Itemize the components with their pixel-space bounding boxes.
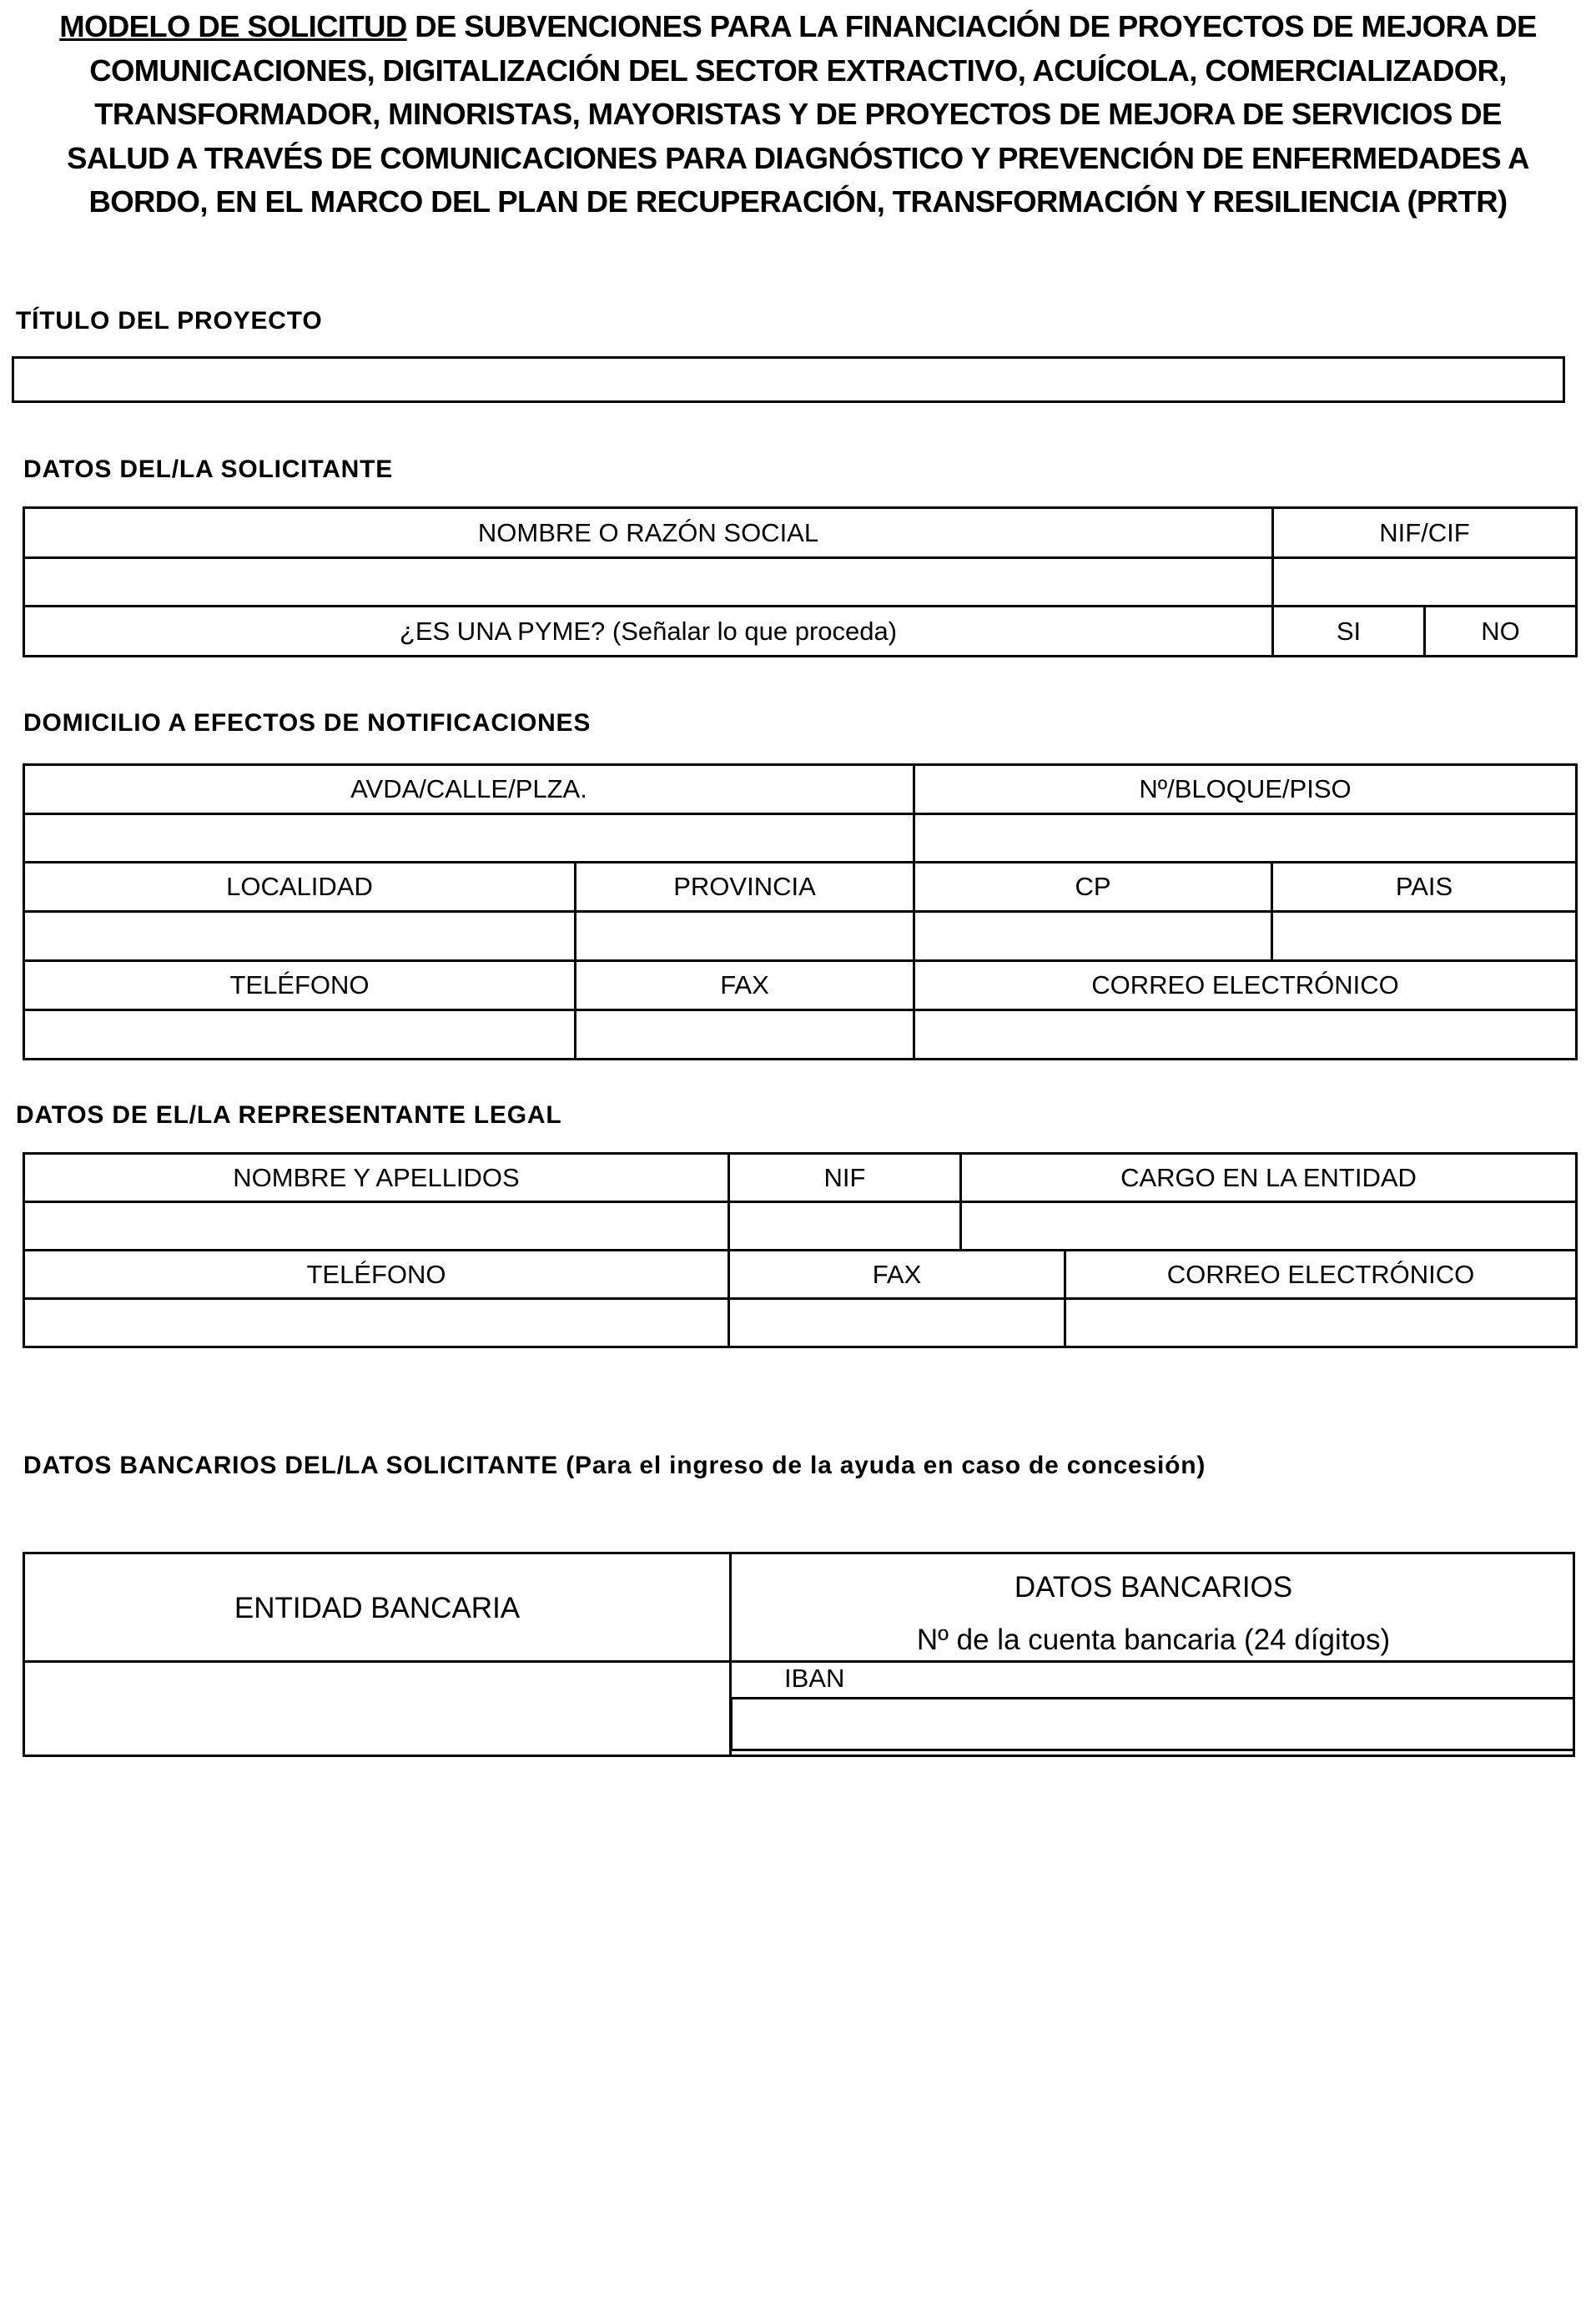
document-title [8, 5, 1588, 224]
title-line-2: COMUNICACIONES, DIGITALIZACIÓN DEL SECTOR EXTRACTIVO, ACUÍCOLA, COMERCIALIZADOR, [89, 53, 1507, 88]
rep-phone-label: TELÉFONO [24, 1251, 729, 1299]
province-label: PROVINCIA [576, 863, 914, 912]
address-table [23, 763, 1578, 1060]
rep-fax-field[interactable] [729, 1299, 1065, 1347]
bank-heading: DATOS BANCARIOS DEL/LA SOLICITANTE (Para el ingreso de la ayuda en caso de concesión) [23, 1452, 1206, 1479]
rep-phone-field[interactable] [24, 1299, 729, 1347]
postal-code-field[interactable] [914, 912, 1272, 961]
bank-entity-label: ENTIDAD BANCARIA [234, 1592, 521, 1624]
iban-field[interactable] [730, 1697, 1575, 1751]
rep-name-label: NOMBRE Y APELLIDOS [24, 1154, 729, 1202]
fax-field[interactable] [576, 1010, 914, 1060]
applicant-nif-label: NIF/CIF [1273, 508, 1577, 558]
street-field[interactable] [24, 814, 914, 863]
sme-question: ¿ES UNA PYME? (Señalar lo que proceda) [24, 607, 1273, 657]
title-line-1: DE SUBVENCIONES PARA LA FINANCIACIÓN DE PROYECTOS DE MEJORA DE [406, 9, 1537, 43]
street-label: AVDA/CALLE/PLZA. [24, 765, 914, 814]
rep-nif-field[interactable] [729, 1202, 961, 1251]
title-line-5: BORDO, EN EL MARCO DEL PLAN DE RECUPERACIÓN, TRANSFORMACIÓN Y RESILIENCIA (PRTR) [88, 184, 1508, 219]
rep-position-label: CARGO EN LA ENTIDAD [961, 1154, 1577, 1202]
iban-label: IBAN [784, 1664, 845, 1693]
block-field[interactable] [914, 814, 1577, 863]
sme-yes-option[interactable]: SI [1273, 607, 1425, 657]
title-underlined: MODELO DE SOLICITUD [59, 9, 407, 43]
block-label: Nº/BLOQUE/PISO [914, 765, 1577, 814]
locality-label: LOCALIDAD [24, 863, 576, 912]
applicant-heading: DATOS DEL/LA SOLICITANTE [23, 456, 394, 483]
rep-name-field[interactable] [24, 1202, 729, 1251]
postal-code-label: CP [914, 863, 1272, 912]
province-field[interactable] [576, 912, 914, 961]
fax-label: FAX [576, 961, 914, 1010]
rep-nif-label: NIF [729, 1154, 961, 1202]
title-line-3: TRANSFORMADOR, MINORISTAS, MAYORISTAS Y DE PROYECTOS DE MEJORA DE SERVICIOS DE [94, 97, 1502, 131]
country-label: PAIS [1272, 863, 1577, 912]
project-title-field[interactable] [12, 356, 1565, 403]
title-line-4: SALUD A TRAVÉS DE COMUNICACIONES PARA DIAGNÓSTICO Y PREVENCIÓN DE ENFERMEDADES A [67, 140, 1529, 175]
applicant-table [23, 506, 1578, 657]
country-field[interactable] [1272, 912, 1577, 961]
bank-account-label: Nº de la cuenta bancaria (24 dígitos) [916, 1624, 1391, 1656]
email-label: CORREO ELECTRÓNICO [914, 961, 1577, 1010]
phone-field[interactable] [24, 1010, 576, 1060]
applicant-nif-field[interactable] [1273, 558, 1577, 607]
project-title-heading: TÍTULO DEL PROYECTO [16, 307, 323, 335]
phone-label: TELÉFONO [24, 961, 576, 1010]
applicant-name-label: NOMBRE O RAZÓN SOCIAL [24, 508, 1273, 558]
rep-email-label: CORREO ELECTRÓNICO [1065, 1251, 1577, 1299]
locality-field[interactable] [24, 912, 576, 961]
legal-rep-heading: DATOS DE EL/LA REPRESENTANTE LEGAL [16, 1101, 562, 1129]
bank-data-label: DATOS BANCARIOS [1014, 1571, 1293, 1604]
rep-position-field[interactable] [961, 1202, 1577, 1251]
address-heading: DOMICILIO A EFECTOS DE NOTIFICACIONES [23, 709, 592, 737]
sme-no-option[interactable]: NO [1425, 607, 1577, 657]
legal-rep-table [23, 1152, 1578, 1348]
rep-fax-label: FAX [729, 1251, 1065, 1299]
applicant-name-field[interactable] [24, 558, 1273, 607]
bank-table [23, 1552, 1575, 1757]
bank-entity-field[interactable] [25, 1663, 729, 1755]
rep-email-field[interactable] [1065, 1299, 1577, 1347]
email-field[interactable] [914, 1010, 1577, 1060]
